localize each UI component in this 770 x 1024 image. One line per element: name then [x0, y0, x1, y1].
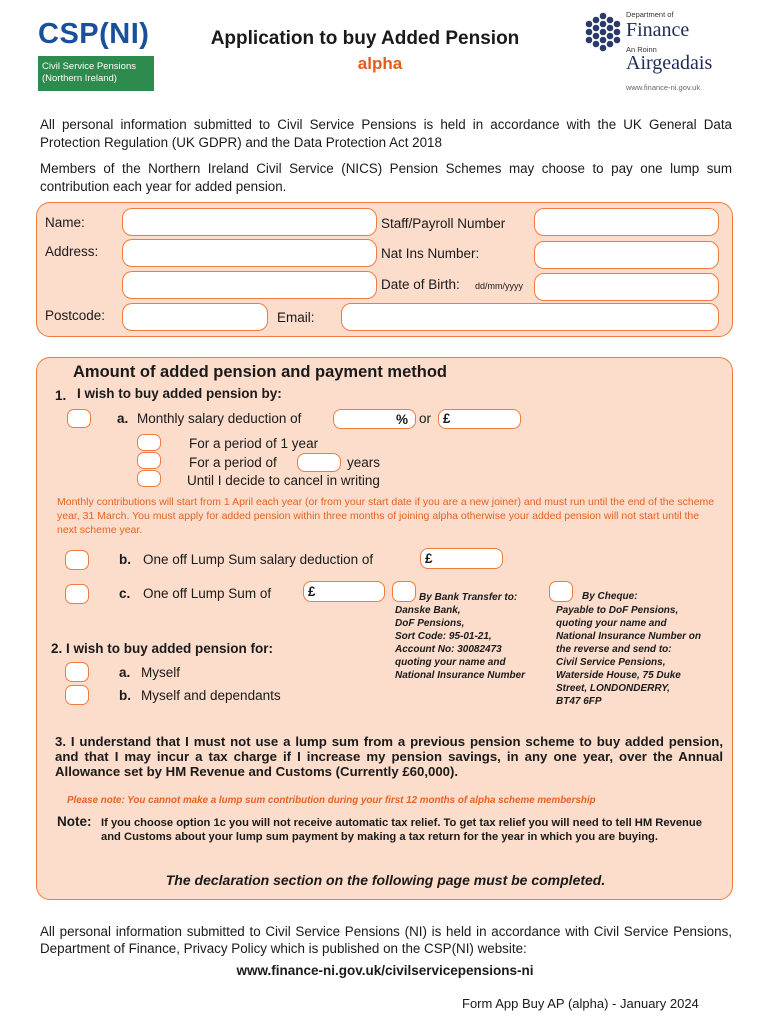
monthly-note: Monthly contributions will start from 1 April each year (or from your start date if you are a new joiner) and must run until the end of the scheme year, 31 March. You must apply for added pension within three months of joining alpha otherwise your added pension will not start until the next scheme year. — [57, 496, 715, 536]
q2-heading: 2. I wish to buy added pension for: — [51, 641, 274, 656]
period-n-years-label: For a period of — [189, 455, 277, 470]
name-label: Name: — [45, 215, 85, 230]
dof-logo — [585, 10, 745, 92]
percent-sign: % — [396, 412, 409, 427]
dob-label: Date of Birth: — [381, 277, 460, 292]
option-a-checkbox[interactable] — [67, 409, 91, 428]
period-n-years-checkbox[interactable] — [137, 452, 161, 469]
cheque-line: Waterside House, 75 Duke — [556, 670, 681, 681]
added-pension-box — [36, 357, 733, 900]
option-c-letter: c. — [119, 586, 131, 601]
bank-line: Account No: 30082473 — [395, 644, 502, 655]
address-line2-input[interactable] — [122, 271, 377, 299]
personal-details-box — [36, 202, 733, 337]
q1-heading: I wish to buy added pension by: — [77, 386, 282, 401]
dependants-label: Myself and dependants — [141, 688, 281, 703]
csp-logo-subtitle: Civil Service Pensions (Northern Ireland) — [38, 56, 154, 91]
intro-members: Members of the Northern Ireland Civil Service (NICS) Pension Schemes may choose to pay one lump sum contribution each year for added pension. — [40, 161, 732, 194]
bank-line: National Insurance Number — [395, 670, 526, 681]
lump-sum-pound-sign: £ — [308, 584, 316, 599]
page-title: Application to buy Added Pension — [210, 28, 520, 49]
q3-statement: 3. I understand that I must not use a lump sum from a previous pension scheme to buy added pension, and that I may incur a tax charge if I increase my pension savings, in any one year, over the Annual Allowance set by HM Revenue and Customs (Currently £60,000). — [55, 734, 723, 779]
bank-line: quoting your name and — [395, 657, 506, 668]
section-heading: Amount of added pension and payment method — [73, 363, 448, 381]
myself-letter: a. — [119, 665, 131, 680]
dof-emblem-icon — [585, 12, 621, 54]
staff-number-label: Staff/Payroll Number — [381, 216, 506, 231]
footer-privacy: All personal information submitted to Civil Service Pensions (NI) is held in accordance with Civil Service Pensions, Department of Finance, Privacy Policy which is published on the CSP(NI) website: — [40, 924, 732, 956]
note-text: If you choose option 1c you will not receive automatic tax relief. To get tax relief you will need to tell HM Revenue and Customs about your lump sum payment by making a tax return for the year in which you are buying. — [101, 817, 702, 843]
bank-line: DoF Pensions, — [395, 618, 465, 629]
option-b-checkbox[interactable] — [65, 550, 89, 570]
cheque-line: quoting your name and — [556, 618, 667, 629]
bank-line: Danske Bank, — [395, 605, 461, 616]
dof-roinn-text: An Roinn — [626, 45, 657, 54]
footer-url[interactable]: www.finance-ni.gov.uk/civilservicepensions-ni — [236, 963, 534, 978]
cheque-line: Payable to DoF Pensions, — [556, 605, 679, 616]
nino-input[interactable] — [534, 241, 719, 269]
email-label: Email: — [277, 310, 315, 325]
option-a-letter: a. — [117, 411, 129, 426]
period-1-year-label: For a period of 1 year — [189, 436, 319, 451]
dof-dept-text: Department of — [626, 10, 674, 19]
dof-url-text: www.finance-ni.gov.uk — [626, 83, 701, 92]
dob-format-hint: dd/mm/yyyy — [475, 281, 524, 291]
cheque-details — [556, 604, 701, 708]
q1-number: 1. — [55, 388, 67, 403]
lump-salary-pound-sign: £ — [425, 551, 433, 566]
period-1-year-checkbox[interactable] — [137, 434, 161, 451]
bank-transfer-details — [395, 604, 525, 682]
cheque-line: the reverse and send to: — [556, 644, 672, 655]
staff-number-input[interactable] — [534, 208, 719, 236]
years-label: years — [347, 455, 381, 470]
note-label: Note: — [57, 814, 92, 829]
email-input[interactable] — [341, 303, 719, 331]
period-cancel-checkbox[interactable] — [137, 470, 161, 487]
name-input[interactable] — [122, 208, 377, 236]
bank-transfer-title: By Bank Transfer to: — [419, 592, 518, 603]
option-a-label: Monthly salary deduction of — [137, 411, 302, 426]
declaration-note: The declaration section on the following page must be completed. — [165, 872, 606, 888]
postcode-input[interactable] — [122, 303, 268, 331]
bank-transfer-checkbox[interactable] — [392, 581, 416, 602]
option-b-label: One off Lump Sum salary deduction of — [143, 552, 374, 567]
cheque-checkbox[interactable] — [549, 581, 573, 602]
dof-airgeadais-text: Airgeadais — [626, 52, 713, 74]
address-line1-input[interactable] — [122, 239, 377, 267]
intro-privacy: All personal information submitted to Civil Service Pensions is held in accordance with the UK General Data Protection Regulation (UK GDPR) and the Data Protection Act 2018 — [40, 117, 732, 150]
myself-label: Myself — [141, 665, 181, 680]
bank-line: Sort Code: 95-01-21, — [395, 631, 492, 642]
period-cancel-label: Until I decide to cancel in writing — [187, 473, 380, 488]
address-label: Address: — [45, 244, 99, 259]
myself-checkbox[interactable] — [65, 662, 89, 682]
or-text: or — [419, 411, 432, 426]
option-c-label: One off Lump Sum of — [143, 586, 272, 601]
dob-input[interactable] — [534, 273, 719, 301]
dependants-letter: b. — [119, 688, 131, 703]
page-subtitle: alpha — [357, 54, 403, 73]
option-b-letter: b. — [119, 552, 131, 567]
please-note: Please note: You cannot make a lump sum contribution during your first 12 months of alpha scheme membership — [67, 795, 596, 806]
cheque-line: BT47 6FP — [556, 696, 602, 707]
cheque-line: Street, LONDONDERRY, — [556, 683, 670, 694]
cheque-title: By Cheque: — [582, 591, 638, 602]
csp-logo: CSP(NI) — [38, 18, 150, 50]
dependants-checkbox[interactable] — [65, 685, 89, 705]
cheque-line: National Insurance Number on — [556, 631, 702, 642]
period-years-input[interactable] — [297, 453, 341, 472]
form-reference: Form App Buy AP (alpha) - January 2024 — [462, 996, 699, 1011]
monthly-pound-sign: £ — [443, 411, 451, 426]
option-c-checkbox[interactable] — [65, 584, 89, 604]
nino-label: Nat Ins Number: — [381, 246, 480, 261]
postcode-label: Postcode: — [45, 308, 106, 323]
dof-finance-text: Finance — [626, 19, 690, 41]
cheque-line: Civil Service Pensions, — [556, 657, 666, 668]
